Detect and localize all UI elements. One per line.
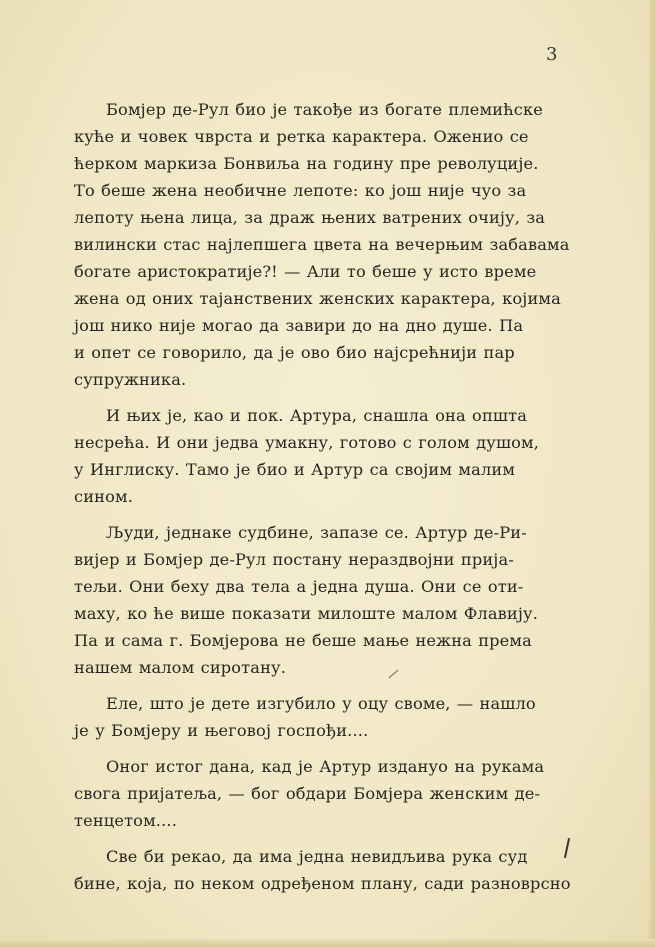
paragraph-3: [74, 519, 564, 681]
paragraph-1: [74, 96, 570, 393]
page-edge-right: [649, 0, 655, 947]
page-number: 3: [546, 44, 558, 65]
text-line: ћерком маркиза Бонвиља на годину пре револуције.: [74, 154, 539, 173]
text-line: жена од оних тајанствених женских карактера, којима: [74, 289, 561, 308]
text-line: вилински стас најлепшега цвета на вечерњим забавама: [74, 235, 570, 254]
text-line: бине, која, по неком одређеном плану, сади разноврсно: [74, 874, 571, 893]
text-line: вијер и Бомјер де-Рул постану нераздвојни прија-: [74, 550, 514, 569]
text-line: тенцетом....: [74, 811, 177, 830]
text-line: куће и човек чврста и ретка карактера. Оженио се: [74, 127, 529, 146]
text-line: несрећа. И они једва умакну, готово с голом душом,: [74, 433, 540, 452]
text-line: у Инглиску. Тамо је био и Артур са својим малим: [74, 460, 516, 479]
text-line: Па и сама г. Бомјерова не беше мање нежна према: [74, 631, 532, 650]
paragraph-5: [74, 753, 564, 834]
text-line: богате аристократије?! — Али то беше у исто време: [74, 262, 537, 281]
text-line: још нико није могао да завири до на дно душе. Па: [74, 316, 524, 335]
text-line: супружника.: [74, 370, 187, 389]
text-line: сином.: [74, 487, 134, 506]
paragraph-2: [74, 402, 564, 510]
text-line: нашем малом сиротану.: [74, 658, 286, 677]
paragraph-4: [74, 690, 564, 744]
body-text: [74, 96, 571, 906]
text-line: свога пријатеља, — бог обдари Бомјера женским де-: [74, 784, 541, 803]
text-line: тељи. Они беху два тела а једна душа. Они се оти-: [74, 577, 524, 596]
text-line: и опет се говорило, да је ово био најсрећнији пар: [74, 343, 515, 362]
text-line: Оног истог дана, кад је Артур издануо на рукама: [106, 757, 545, 776]
text-line: маху, ко ће више показати милоште малом Флавију.: [74, 604, 539, 623]
text-line: То беше жена необичне лепоте: ко још није чуо за: [74, 181, 527, 200]
text-line: је у Бомјеру и његовој госпођи....: [74, 721, 369, 740]
text-line: лепоту њена лица, за драж њених ватрених очију, за: [74, 208, 546, 227]
text-line: Све би рекао, да има једна невидљива рука суд: [106, 847, 528, 866]
page-edge-bottom: [0, 939, 655, 947]
text-line: Бомјер де-Рул био је такође из богате племићске: [106, 100, 543, 119]
text-line: Људи, једнаке судбине, запазе се. Артур де-Ри-: [106, 523, 527, 542]
paragraph-6: [74, 843, 571, 897]
text-line: И њих је, као и пок. Артура, снашла она општа: [106, 406, 527, 425]
text-line: Еле, што је дете изгубило у оцу своме, — нашло: [106, 694, 536, 713]
